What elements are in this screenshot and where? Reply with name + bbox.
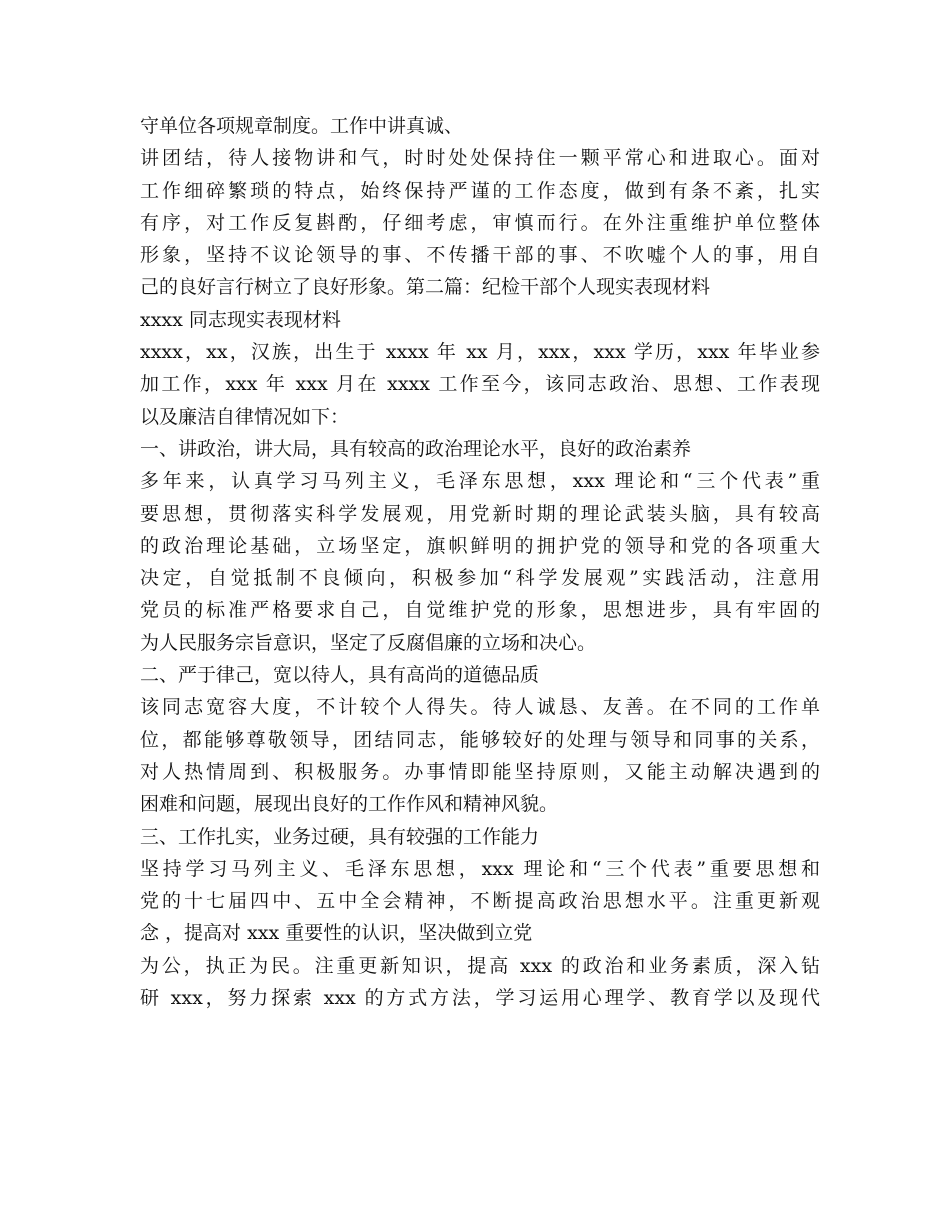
text-line: 工作细碎繁琐的特点，始终保持严谨的工作态度，做到有条不紊，扎实 [140, 179, 820, 202]
section-heading: 二、严于律己，宽以待人，具有高尚的道德品质 [140, 664, 540, 687]
text-line: 位，都能够尊敬领导，团结同志，能够较好的处理与领导和同事的关系， [140, 728, 820, 751]
text-line: 守单位各项规章制度。工作中讲真诚、 [140, 115, 464, 137]
text-line: xxxx，xx，汉族，出生于 xxxx 年 xx 月，xxx，xxx 学历，xxx 年毕业参 [140, 341, 820, 364]
text-line: 形象，坚持不议论领导的事、不传播干部的事、不吹嘘个人的事，用自 [140, 244, 820, 267]
text-line: 对人热情周到、积极服务。办事情即能坚持原则，又能主动解决遇到的 [140, 760, 820, 783]
text-line: 要思想，贯彻落实科学发展观，用党新时期的理论武装头脑，具有较高 [140, 502, 820, 525]
section-heading: 三、工作扎实，业务过硬，具有较强的工作能力 [140, 825, 540, 848]
text-line: 党员的标准严格要求自己，自觉维护党的形象，思想进步，具有牢固的 [140, 599, 820, 622]
section-heading: 一、讲政治，讲大局，具有较高的政治理论水平，良好的政治素养 [140, 437, 692, 460]
text-line: 党的十七届四中、五中全会精神，不断提高政治思想水平。注重更新观 [140, 890, 820, 913]
text-line: 该同志宽容大度，不计较个人得失。待人诚恳、友善。在不同的工作单 [140, 696, 820, 719]
text-line: 加工作，xxx 年 xxx 月在 xxxx 工作至今，该同志政治、思想、工作表现 [140, 373, 820, 396]
text-line: 决定，自觉抵制不良倾向，积极参加“科学发展观”实践活动，注意用 [140, 567, 820, 590]
text-line: 多年来，认真学习马列主义，毛泽东思想，xxx 理论和“三个代表”重 [140, 470, 820, 493]
text-line: xxxx 同志现实表现材料 [140, 308, 341, 331]
text-line: 有序，对工作反复斟酌，仔细考虑，审慎而行。在外注重维护单位整体 [140, 211, 820, 234]
document-body [140, 110, 820, 1014]
text-line: 讲团结，待人接物讲和气，时时处处保持住一颗平常心和进取心。面对 [140, 147, 820, 170]
text-line: 己的良好言行树立了良好形象。第二篇：纪检干部个人现实表现材料 [140, 276, 711, 299]
text-line: 念 ，提高对 xxx 重要性的认识，坚决做到立党 [140, 922, 533, 945]
text-line: 坚持学习马列主义、毛泽东思想，xxx 理论和“三个代表”重要思想和 [140, 857, 820, 880]
text-line: 为公，执正为民。注重更新知识，提高 xxx 的政治和业务素质，深入钻 [140, 954, 820, 977]
text-line: 为人民服务宗旨意识，坚定了反腐倡廉的立场和决心。 [140, 631, 597, 654]
text-line: 困难和问题，展现出良好的工作作风和精神风貌。 [140, 793, 559, 816]
text-line: 以及廉洁自律情况如下： [140, 405, 350, 428]
text-line: 研 xxx，努力探索 xxx 的方式方法，学习运用心理学、教育学以及现代 [140, 987, 820, 1010]
text-line: 的政治理论基础，立场坚定，旗帜鲜明的拥护党的领导和党的各项重大 [140, 534, 820, 557]
